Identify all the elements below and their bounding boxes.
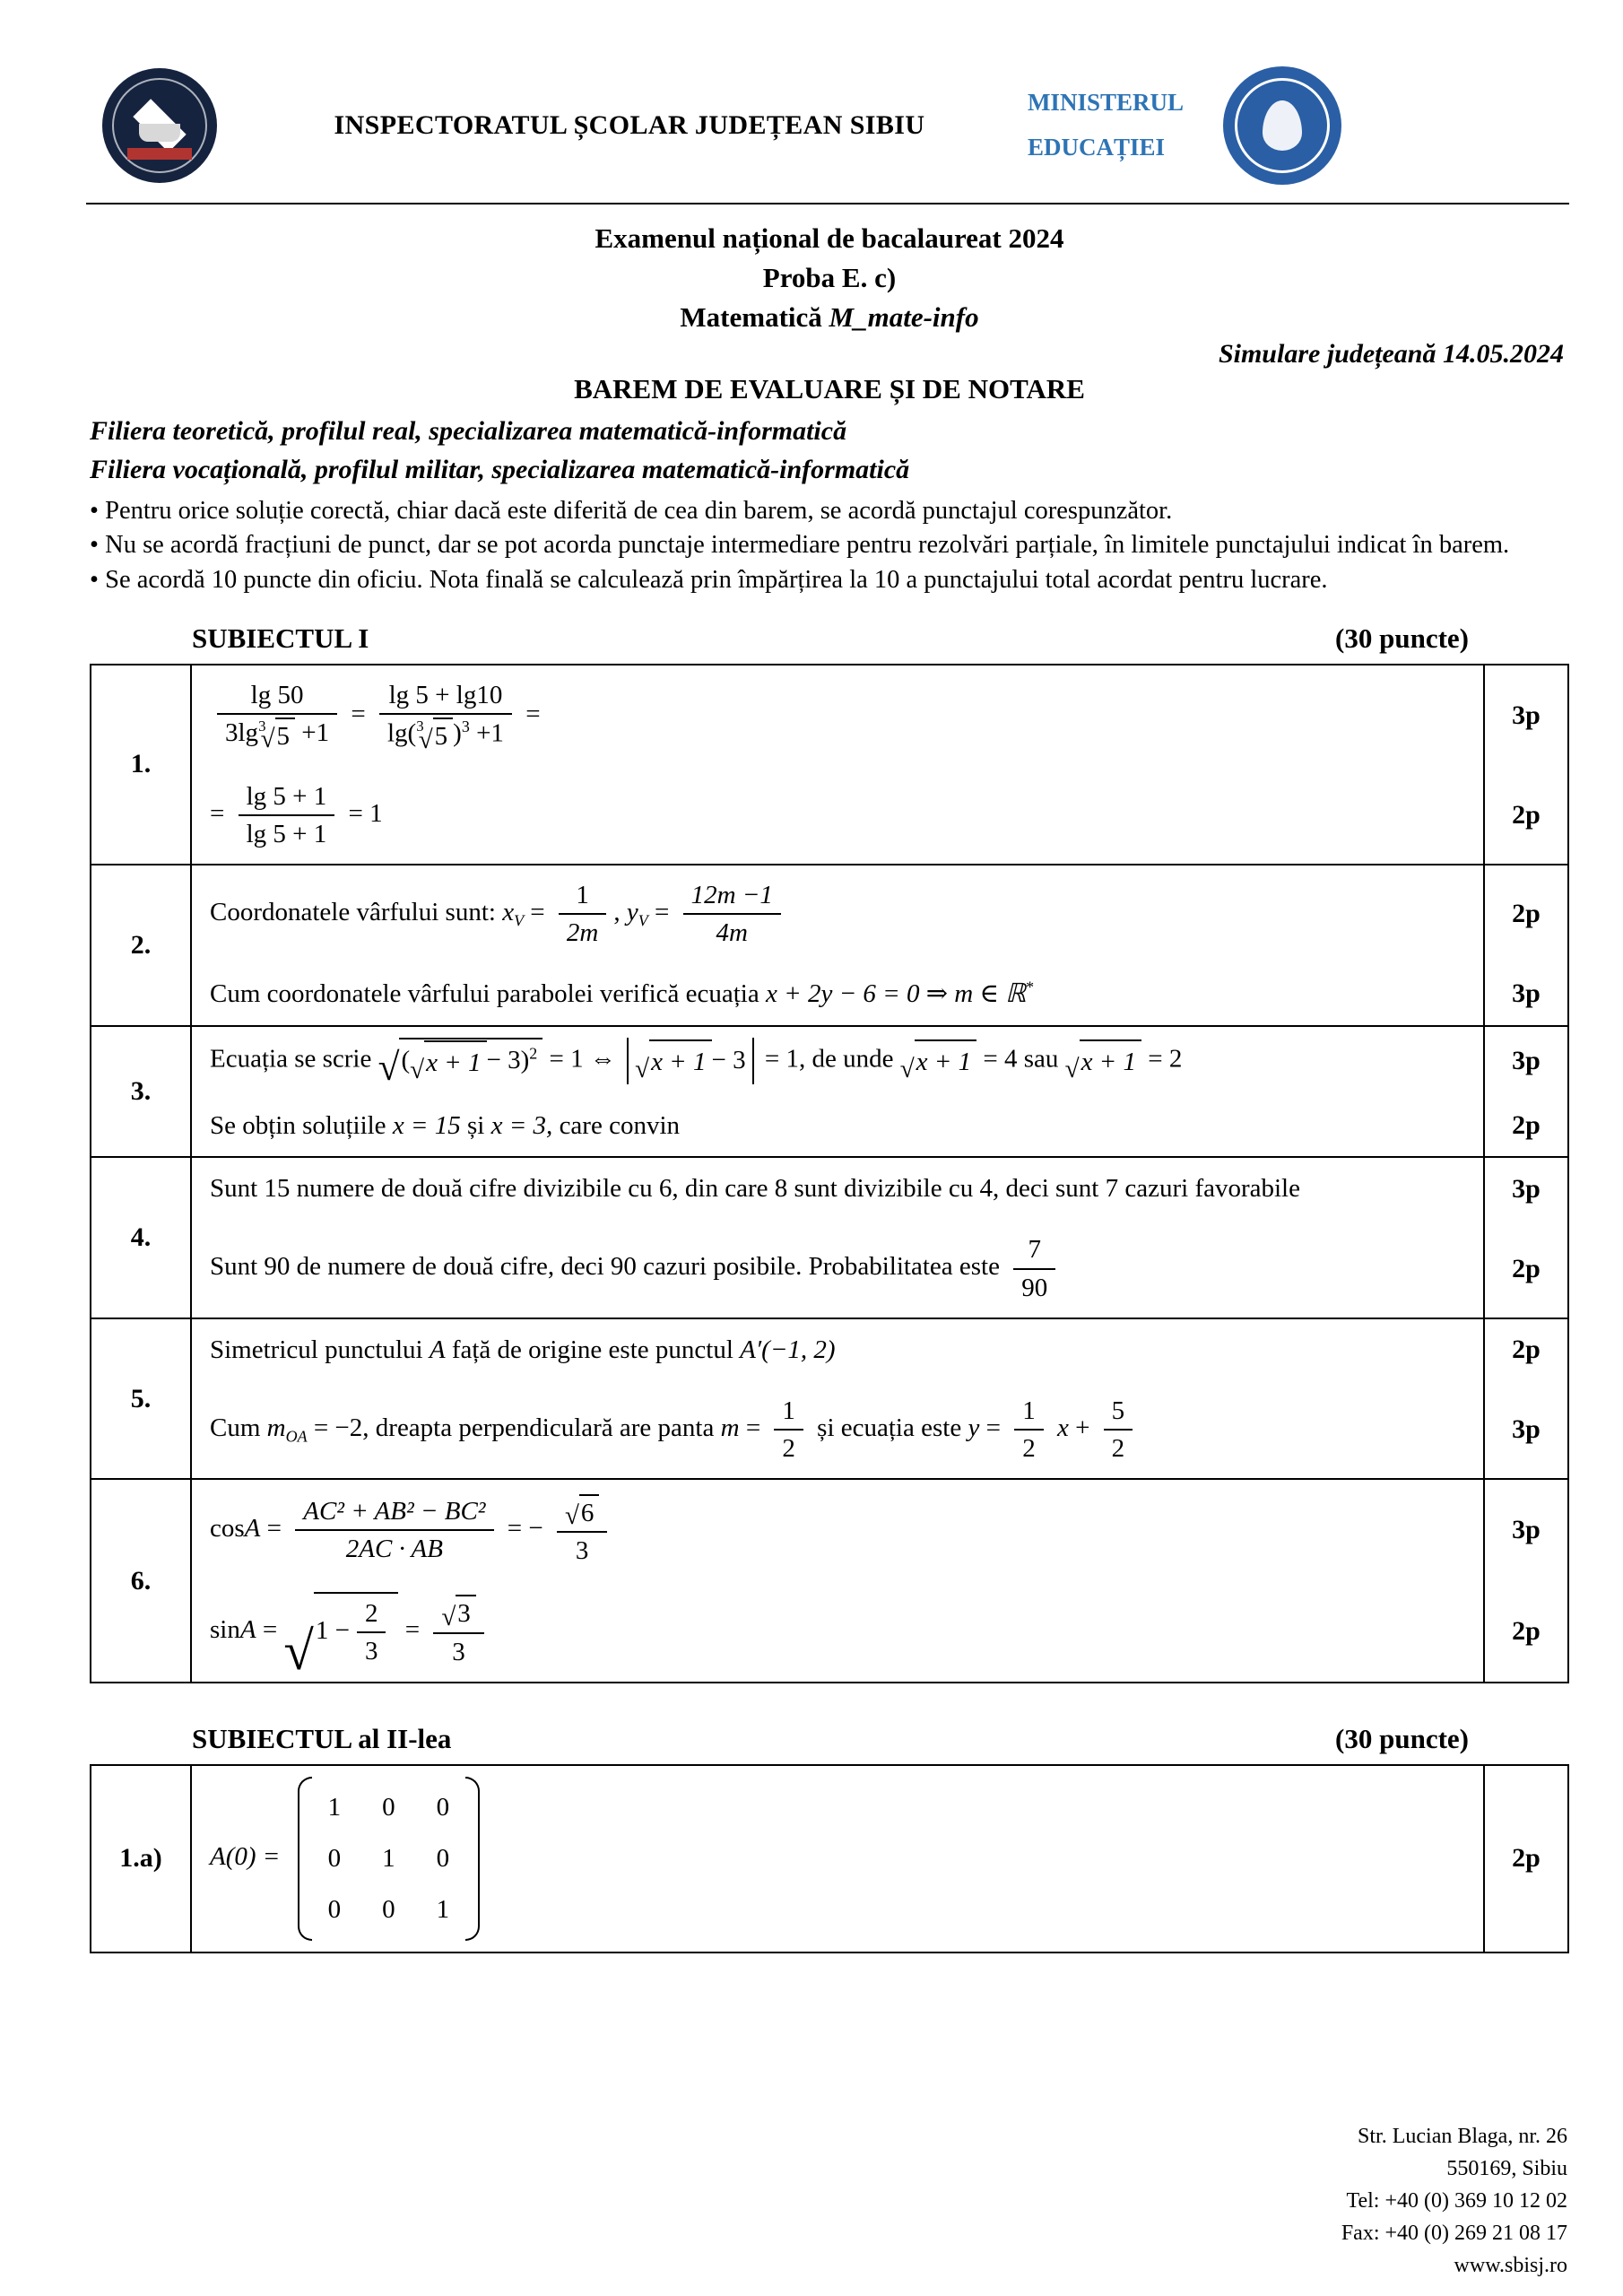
letterhead [90,63,1569,203]
math-token: y [968,1413,980,1442]
math-token: 4m [716,918,748,948]
table-row-3 [91,1025,1567,1157]
text-run: Ecuația se scrie [210,1044,372,1074]
text-run: dreapta perpendiculară are panta [375,1413,715,1442]
math-token: 90 [1021,1273,1048,1302]
eagle-emblem-icon [1263,100,1302,151]
paren: ) [453,718,462,748]
points-cell: 3p [1483,1480,1567,1580]
table-row-5 [91,1318,1567,1478]
solution-step [192,1581,1483,1682]
math-token: = [210,798,225,828]
text-run: și ecuația este [817,1413,962,1442]
math-token: A′(−1, 2) [740,1335,836,1364]
table-row-1 [91,665,1567,864]
math-token: = [525,699,541,728]
solution-step [192,1480,1483,1580]
math-token: 2 [1111,1434,1125,1464]
sqrt [635,1039,711,1083]
math-token: lg 5 + lg10 [379,679,512,715]
item-number: 1. [91,665,192,864]
matrix-cell: 0 [436,1843,450,1873]
points-cell: 2p [1483,865,1567,963]
isj-sibiu-logo-icon [102,68,217,183]
table-row-2 [91,864,1567,1024]
math-expression [433,1595,483,1634]
math-expression [217,715,337,752]
subject1-title: SUBIECTUL I [192,622,369,654]
points-cell: 2p [1483,767,1567,865]
exponent: 3 [461,718,470,736]
math-token: x [1056,1413,1069,1442]
math-token: 7 [1013,1233,1055,1269]
math-token: lg 50 [217,679,337,715]
math-token: = [262,1614,278,1644]
superscript: * [1026,978,1035,996]
exponent: 2 [529,1044,538,1063]
matrix-grid [312,1777,466,1941]
math-token: cos [210,1514,245,1544]
sqrt [378,1038,543,1083]
solution-step [192,1095,1483,1157]
subscript: V [514,911,525,930]
instruction-bullet: • Nu se acordă fracțiuni de punct, dar se pot acorda punctaje intermediare pentru rezolvări parțiale, în limitele punctajului indicat în barem. [90,528,1569,562]
math-token: √ 3 [456,1595,476,1630]
math-token: √ x + 1 [424,1040,486,1083]
math-token: = [654,898,670,927]
math-expression [379,715,512,753]
ministry-line-1: MINISTERUL [1027,89,1184,117]
math-token: x + 2y − 6 = 0 ⇒ m ∈ ℝ [766,978,1027,1008]
math-token: = −2, [313,1413,369,1442]
solution-step [192,1766,1483,1952]
matrix-cell: 0 [382,1792,395,1822]
subject1-heading [90,622,1569,655]
text-run: Se obțin soluțiile [210,1110,386,1140]
instruction-bullet: • Se acordă 10 puncte din oficiu. Nota finală se calculează prin împărțirea la 10 a punctajului total acordat pentru lucrare. [90,563,1569,597]
subject1-table [90,664,1569,1683]
text-run: care convin [559,1110,681,1140]
fraction [774,1395,803,1465]
math-expression [557,1493,607,1533]
math-token: √ 5 [275,718,296,752]
math-token: √ x + 1 [649,1039,711,1083]
math-token: = [985,1413,1001,1442]
footer-street: Str. Lucian Blaga, nr. 26 [1358,2125,1567,2148]
sqrt [1065,1039,1141,1083]
table-row-6 [91,1478,1567,1681]
matrix-cell: 1 [436,1894,450,1924]
math-token: 3 [452,1637,465,1666]
sqrt [410,1040,486,1083]
math-expression [314,1592,399,1671]
text-run: Sunt 15 numere de două cifre divizibile cu 6, din care 8 sunt divizibile cu 4, deci sunt 7 cazuri favorabile [210,1174,1300,1204]
footer-fax: Fax: +40 (0) 269 21 08 17 [1341,2222,1567,2245]
math-token: √ 6 [579,1494,600,1529]
exam-proba: Proba E. c) [762,262,897,294]
math-token: 2 [357,1597,386,1633]
math-token: √ 5 [433,718,454,752]
solution-step [192,1158,1483,1220]
fraction [1104,1395,1133,1465]
fraction [433,1595,483,1668]
fraction [559,879,606,950]
text-run: de unde [812,1044,894,1074]
item-number: 1.a) [91,1766,192,1952]
instruction-bullet: • Pentru orice soluție corectă, chiar dacă este diferită de cea din barem, se acordă punctajul corespunzător. [90,494,1569,528]
math-token: = [266,1514,282,1544]
ministry-name [1028,81,1184,170]
math-token: = − [507,1514,543,1544]
math-token: 12m −1 [683,879,781,915]
points-cell: 3p [1483,963,1567,1025]
points-cell: 3p [1483,1158,1567,1220]
root-index: 3 [416,717,424,735]
subscript: OA [285,1427,308,1446]
text-run: Cum [210,1413,261,1442]
title-block [90,219,1569,337]
subject2-points: (30 puncte) [1335,1722,1469,1754]
text-run: Sunt 90 de numere de două cifre, deci 90 cazuri posibile. Probabilitatea este [210,1252,1000,1282]
sqrt [565,1494,599,1529]
points-cell: 3p [1483,1027,1567,1095]
points-cell: 2p [1483,1766,1567,1952]
fraction [379,679,512,753]
footer-city: 550169, Sibiu [1446,2157,1567,2180]
solution-step [192,1027,1483,1095]
math-token: x = 15 [392,1110,461,1140]
points-cell: 2p [1483,1581,1567,1682]
math-expression [399,1038,542,1083]
text-run: Cum coordonatele vârfului parabolei verifică ecuația [210,978,759,1008]
math-token: = 1, [764,1044,806,1074]
fraction [1014,1395,1044,1465]
math-token: = 2 [1148,1044,1183,1074]
math-token: 1 [774,1395,803,1431]
points-cell: 3p [1483,1381,1567,1479]
solution-step [192,767,1483,865]
solution-step [192,963,1483,1025]
matrix-cell: 1 [382,1843,395,1873]
math-token: 3 [364,1637,378,1666]
math-token: √ x + 1 [915,1039,976,1083]
subject1-points: (30 puncte) [1335,622,1469,654]
math-token: lg 5 + 1 [239,780,335,816]
math-token: , [613,898,621,927]
matrix-cell: 0 [382,1894,395,1924]
math-token: 2AC · AB [345,1535,443,1564]
fraction [239,780,335,851]
subject2-title: SUBIECTUL al II-lea [192,1722,452,1754]
matrix-cell: 1 [327,1792,342,1822]
math-token: √ x + 1 [1080,1039,1141,1083]
math-token: x [502,898,515,927]
math-token: A [239,1614,256,1644]
filiera-line-1: Filiera teoretică, profilul real, specializarea matematică-informatică [90,416,847,447]
table-row-1a [91,1766,1567,1952]
math-token: = [745,1413,761,1442]
math-token: lg [386,718,408,748]
math-token: y [626,898,638,927]
math-token: = 1 ⇔ [549,1044,616,1074]
math-token: lg 5 + 1 [246,819,327,848]
solution-step [192,1381,1483,1479]
math-token: 5 [1104,1395,1133,1431]
guvernul-romaniei-logo-icon [1223,66,1341,185]
points-cell: 2p [1483,1095,1567,1157]
math-token: +1 [476,718,504,748]
math-token: 3lg [225,718,259,748]
item-number: 3. [91,1027,192,1157]
paren: ) [520,1045,530,1074]
fraction [357,1597,386,1668]
math-token: 1 − [315,1615,350,1645]
math-token: + [1075,1413,1090,1442]
matrix-cell: 0 [327,1843,342,1873]
math-token: A [244,1514,261,1544]
math-token: 1 [1014,1395,1044,1431]
text-run: Coordonatele vârfului sunt: [210,898,496,927]
fraction [295,1495,493,1566]
item-number: 2. [91,865,192,1024]
footer-address [1341,2120,1567,2282]
math-token: 2m [566,918,599,948]
header-divider [86,203,1569,204]
subject2-heading [90,1723,1569,1755]
item-number: 4. [91,1158,192,1317]
sqrt [441,1595,475,1630]
text-run: față de origine este punctul [451,1335,733,1364]
math-token: sin [210,1614,240,1644]
fraction [217,679,337,752]
math-token: x = 3, [490,1110,553,1140]
math-token: = 1 [348,798,383,828]
matrix-cell: 0 [436,1792,450,1822]
sqrt [900,1039,976,1083]
text-run: sau [1023,1044,1059,1074]
math-token: = [530,898,545,927]
fraction [683,879,781,950]
filiera-line-2: Filiera vocațională, profilul militar, specializarea matematică-informatică [90,454,910,484]
exam-title: Examenul național de bacalaureat 2024 [595,222,1064,254]
barem-heading: BAREM DE EVALUARE ȘI DE NOTARE [574,373,1085,405]
exam-subject [90,298,1569,337]
solution-step [192,665,1483,767]
math-token: 2 [1022,1434,1036,1464]
math-token: 1 [559,879,606,915]
subject-prefix: Matematică [680,301,829,334]
subject2-table [90,1764,1569,1953]
item-number: 6. [91,1480,192,1681]
text-run: și [467,1110,485,1140]
math-token: − 3 [711,1046,746,1075]
math-token: = [404,1614,421,1644]
institution-name: INSPECTORATUL ȘCOLAR JUDEȚEAN SIBIU [334,110,925,140]
math-token: 2 [782,1434,795,1464]
footer-phone: Tel: +40 (0) 369 10 12 02 [1346,2189,1567,2213]
open-book-icon [139,124,180,142]
fraction [1013,1233,1055,1304]
points-cell: 2p [1483,1220,1567,1318]
math-token: = [351,699,366,728]
subject-code: M_mate-info [829,301,979,334]
ribbon-icon [127,148,192,160]
matrix-left-paren [298,1777,312,1941]
math-token: +1 [301,718,330,748]
item-number: 5. [91,1319,192,1478]
text-run: Simetricul punctului [210,1335,423,1364]
absolute-value [627,1038,753,1084]
math-token: = 4 [983,1044,1018,1074]
math-token: A [429,1335,446,1364]
root-index: 3 [258,717,266,735]
fraction [557,1493,607,1567]
math-token: 3 [575,1536,589,1566]
math-token: A(0) = [210,1841,281,1871]
solution-step [192,1319,1483,1381]
identity-matrix [298,1777,481,1941]
math-token: − 3 [486,1045,521,1074]
solution-step [192,865,1483,963]
solution-step [192,1220,1483,1318]
table-row-4 [91,1156,1567,1317]
sqrt [261,718,295,752]
math-token: m [266,1413,286,1442]
points-cell: 2p [1483,1319,1567,1381]
sqrt [283,1592,398,1671]
math-token: m [720,1413,740,1442]
instructions [90,494,1569,597]
simulation-date: Simulare județeană 14.05.2024 [1218,339,1564,370]
paren: ( [407,718,417,748]
math-token: AC² + AB² − BC² [295,1495,493,1531]
ministry-line-2: EDUCAȚIEI [1027,134,1165,161]
points-cell: 3p [1483,665,1567,767]
filiera-block [90,413,1569,489]
footer-website: www.sbisj.ro [1454,2254,1567,2277]
matrix-right-paren [465,1777,480,1941]
paren: ( [401,1045,411,1074]
matrix-cell: 0 [327,1894,342,1924]
subscript: V [638,911,648,930]
